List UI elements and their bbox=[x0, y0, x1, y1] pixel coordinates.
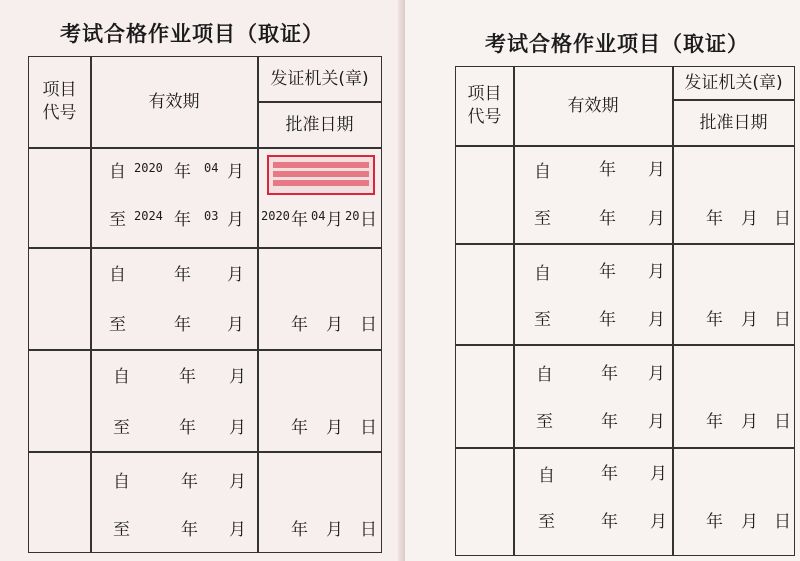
year-unit: 年 bbox=[599, 209, 616, 229]
from-month: 04 bbox=[204, 161, 219, 175]
day-unit: 日 bbox=[360, 210, 377, 230]
month-unit: 月 bbox=[648, 310, 665, 330]
year-unit: 年 bbox=[601, 512, 618, 532]
right-validity-table bbox=[455, 66, 795, 556]
year-unit: 年 bbox=[291, 210, 308, 230]
approval-year: 2020 bbox=[261, 209, 290, 223]
year-unit: 年 bbox=[174, 162, 191, 182]
header-validity: 有效期 bbox=[148, 91, 200, 112]
from-prefix: 自 bbox=[109, 162, 126, 182]
month-unit: 月 bbox=[227, 210, 244, 230]
month-unit: 月 bbox=[229, 418, 246, 438]
month-unit: 月 bbox=[227, 315, 244, 335]
day-unit: 日 bbox=[360, 418, 377, 438]
month-unit: 月 bbox=[326, 520, 343, 540]
left-page-title: 考试合格作业项目（取证） bbox=[60, 22, 324, 46]
to-month: 03 bbox=[204, 209, 219, 223]
year-unit: 年 bbox=[706, 310, 723, 330]
year-unit: 年 bbox=[174, 210, 191, 230]
header-approval-date: 批准日期 bbox=[285, 114, 354, 135]
year-unit: 年 bbox=[706, 209, 723, 229]
from-prefix: 自 bbox=[538, 466, 555, 486]
month-unit: 月 bbox=[741, 310, 758, 330]
year-unit: 年 bbox=[706, 412, 723, 432]
year-unit: 年 bbox=[291, 315, 308, 335]
header-issuer: 发证机关(章) bbox=[684, 72, 783, 93]
year-unit: 年 bbox=[601, 364, 618, 384]
approval-month: 04 bbox=[311, 209, 326, 223]
month-unit: 月 bbox=[229, 367, 246, 387]
right-page-title: 考试合格作业项目（取证） bbox=[485, 32, 749, 56]
month-unit: 月 bbox=[326, 210, 343, 230]
to-prefix: 至 bbox=[109, 315, 126, 335]
from-prefix: 自 bbox=[534, 264, 551, 284]
day-unit: 日 bbox=[360, 315, 377, 335]
month-unit: 月 bbox=[741, 512, 758, 532]
from-prefix: 自 bbox=[113, 367, 130, 387]
year-unit: 年 bbox=[179, 367, 196, 387]
to-prefix: 至 bbox=[536, 412, 553, 432]
header-validity: 有效期 bbox=[567, 95, 619, 116]
to-prefix: 至 bbox=[113, 418, 130, 438]
year-unit: 年 bbox=[179, 418, 196, 438]
year-unit: 年 bbox=[601, 412, 618, 432]
month-unit: 月 bbox=[648, 364, 665, 384]
year-unit: 年 bbox=[599, 160, 616, 180]
right-page bbox=[405, 0, 800, 561]
to-prefix: 至 bbox=[113, 520, 130, 540]
from-year: 2020 bbox=[134, 161, 163, 175]
official-seal-stamp bbox=[267, 155, 375, 195]
day-unit: 日 bbox=[360, 520, 377, 540]
month-unit: 月 bbox=[326, 418, 343, 438]
year-unit: 年 bbox=[174, 315, 191, 335]
month-unit: 月 bbox=[229, 520, 246, 540]
year-unit: 年 bbox=[599, 262, 616, 282]
year-unit: 年 bbox=[291, 520, 308, 540]
month-unit: 月 bbox=[227, 265, 244, 285]
header-issuer: 发证机关(章) bbox=[270, 68, 369, 89]
month-unit: 月 bbox=[326, 315, 343, 335]
year-unit: 年 bbox=[181, 520, 198, 540]
year-unit: 年 bbox=[291, 418, 308, 438]
to-prefix: 至 bbox=[534, 209, 551, 229]
month-unit: 月 bbox=[650, 464, 667, 484]
month-unit: 月 bbox=[648, 160, 665, 180]
year-unit: 年 bbox=[706, 512, 723, 532]
to-year: 2024 bbox=[134, 209, 163, 223]
year-unit: 年 bbox=[174, 265, 191, 285]
header-approval-date: 批准日期 bbox=[699, 112, 768, 133]
month-unit: 月 bbox=[741, 412, 758, 432]
month-unit: 月 bbox=[229, 472, 246, 492]
to-prefix: 至 bbox=[109, 210, 126, 230]
year-unit: 年 bbox=[181, 472, 198, 492]
header-project-code: 项目代号 bbox=[42, 80, 77, 123]
month-unit: 月 bbox=[648, 262, 665, 282]
day-unit: 日 bbox=[774, 412, 791, 432]
day-unit: 日 bbox=[774, 512, 791, 532]
year-unit: 年 bbox=[601, 464, 618, 484]
year-unit: 年 bbox=[599, 310, 616, 330]
header-project-code: 项目代号 bbox=[467, 84, 502, 127]
month-unit: 月 bbox=[741, 209, 758, 229]
to-prefix: 至 bbox=[534, 310, 551, 330]
left-validity-table bbox=[28, 56, 382, 553]
month-unit: 月 bbox=[227, 162, 244, 182]
day-unit: 日 bbox=[774, 310, 791, 330]
month-unit: 月 bbox=[650, 512, 667, 532]
month-unit: 月 bbox=[648, 412, 665, 432]
approval-day: 20 bbox=[345, 209, 360, 223]
to-prefix: 至 bbox=[538, 512, 555, 532]
from-prefix: 自 bbox=[109, 265, 126, 285]
day-unit: 日 bbox=[774, 209, 791, 229]
from-prefix: 自 bbox=[113, 472, 130, 492]
month-unit: 月 bbox=[648, 209, 665, 229]
from-prefix: 自 bbox=[534, 162, 551, 182]
from-prefix: 自 bbox=[536, 365, 553, 385]
